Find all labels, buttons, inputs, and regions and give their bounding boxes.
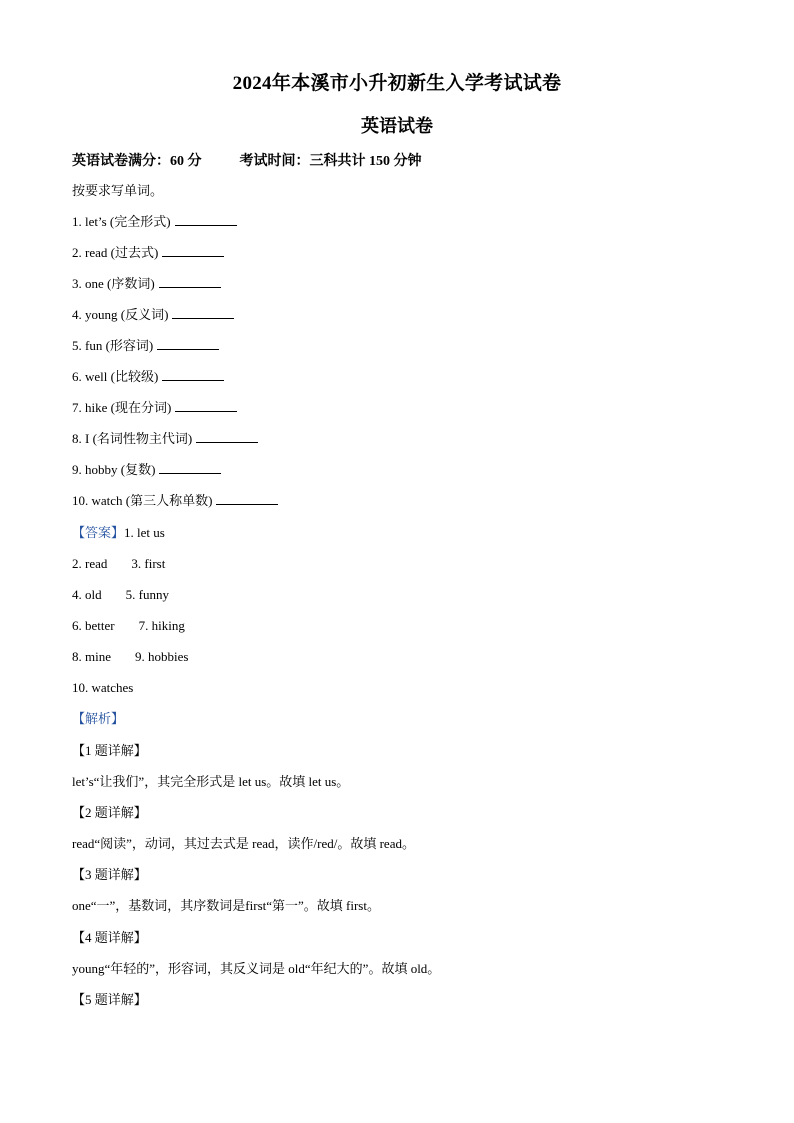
answer-blank — [159, 461, 221, 474]
answer-6: 6. better — [72, 618, 115, 633]
answer-row-5 — [72, 648, 188, 666]
detail-2-title: 【2 题详解】 — [72, 805, 147, 820]
answer-2: 2. read — [72, 556, 108, 571]
score-label: 英语试卷满分：60 分 — [72, 154, 202, 169]
page-title: 2024年本溪市小升初新生入学考试试卷 — [232, 73, 562, 94]
detail-4-title: 【4 题详解】 — [72, 930, 147, 945]
answer-row-4 — [72, 617, 185, 635]
answer-4: 4. old — [72, 587, 102, 602]
answer-row-2 — [72, 555, 165, 573]
answer-blank — [216, 492, 278, 505]
answer-3: 3. first — [131, 556, 166, 571]
question-9: 9. hobby (复数) — [72, 461, 221, 479]
answer-blank — [157, 337, 219, 350]
answer-row-3 — [72, 586, 169, 604]
answer-1: 1. let us — [124, 525, 165, 540]
answer-blank — [175, 213, 237, 226]
answer-blank — [162, 368, 224, 381]
time-label: 考试时间：三科共计 150 分钟 — [239, 154, 422, 169]
answer-7: 7. hiking — [138, 618, 185, 633]
answer-10: 10. watches — [72, 680, 134, 695]
answer-blank — [162, 244, 224, 257]
page-subtitle: 英语试卷 — [361, 116, 433, 136]
question-2: 2. read (过去式) — [72, 244, 224, 262]
exam-meta — [72, 150, 422, 170]
answer-8: 8. mine — [72, 649, 111, 664]
detail-3-text: one“一”，基数词，其序数词是first“第一”。故填 first。 — [72, 898, 380, 913]
answer-tag: 【答案】 — [72, 525, 125, 540]
detail-3-title: 【3 题详解】 — [72, 867, 147, 882]
analysis-tag: 【解析】 — [72, 711, 125, 726]
answer-9: 9. hobbies — [135, 649, 189, 664]
instruction: 按要求写单词。 — [72, 183, 164, 198]
answer-blank — [159, 275, 221, 288]
detail-2-text: read“阅读”，动词，其过去式是 read，读作/red/。故填 read。 — [72, 836, 415, 851]
question-4: 4. young (反义词) — [72, 306, 234, 324]
detail-5-title: 【5 题详解】 — [72, 992, 147, 1007]
answer-blank — [175, 399, 237, 412]
detail-1-title: 【1 题详解】 — [72, 743, 147, 758]
detail-1-text: let’s“让我们”，其完全形式是 let us。故填 let us。 — [72, 774, 350, 789]
question-6: 6. well (比较级) — [72, 368, 224, 386]
question-1: 1. let’s (完全形式) — [72, 213, 237, 231]
answer-5: 5. funny — [125, 587, 169, 602]
question-5: 5. fun (形容词) — [72, 337, 219, 355]
detail-4-text: young“年轻的”，形容词，其反义词是 old“年纪大的”。故填 old。 — [72, 961, 441, 976]
answer-blank — [196, 430, 258, 443]
answer-row-6 — [72, 679, 133, 697]
question-8: 8. I (名词性物主代词) — [72, 430, 258, 448]
answer-blank — [172, 306, 234, 319]
question-3: 3. one (序数词) — [72, 275, 221, 293]
answer-row-1 — [72, 524, 165, 542]
question-7: 7. hike (现在分词) — [72, 399, 237, 417]
question-10: 10. watch (第三人称单数) — [72, 492, 278, 510]
